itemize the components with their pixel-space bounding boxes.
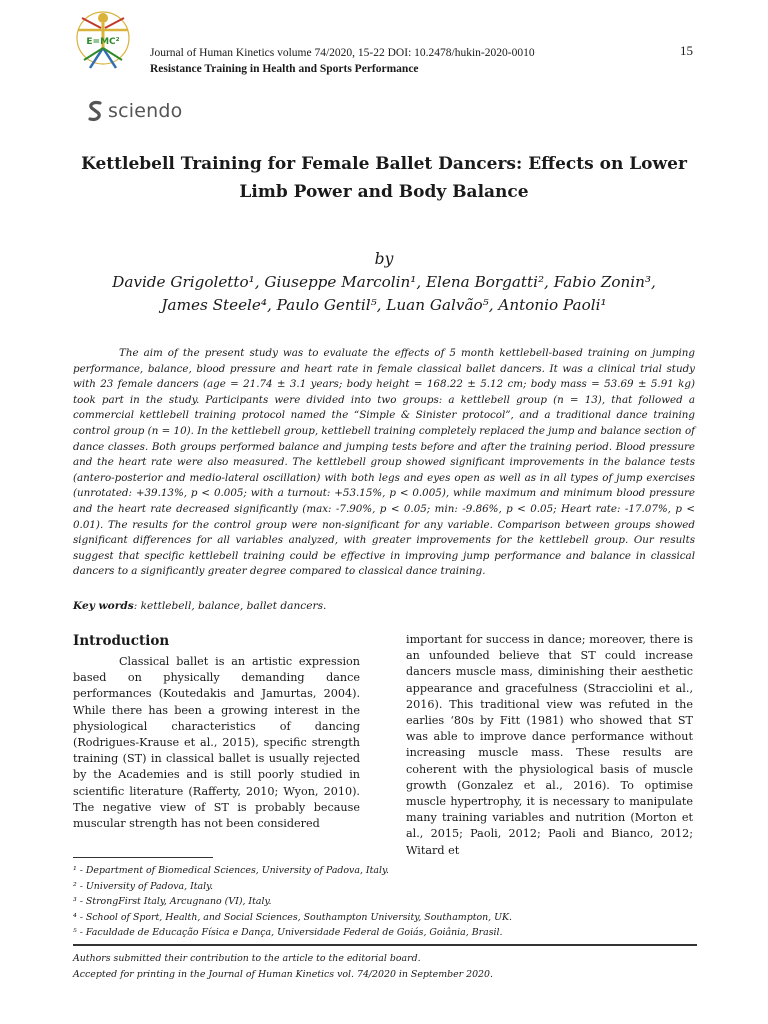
sciendo-mark-icon (86, 100, 104, 122)
journal-logo (68, 8, 138, 76)
keywords-label: Key words (73, 600, 134, 612)
footnote: ² - University of Padova, Italy. (73, 880, 214, 892)
editorial-notes (73, 951, 493, 983)
left-column-text: Classical ballet is an artistic expression based on physically demanding dance performances (Koutedakis and Jamurtas, 2004). While there has been a growing interest in the physiological characteristics of dancing (Rodrigues-Krause et al., 2015), specific strength training (ST) in classical ballet is usually rejected by the Academies and is still poorly studied in scientific literature (Rafferty, 2010; Wyon, 2010). The negative view of ST is probably because muscular strength has not been considered (73, 655, 360, 831)
keywords (73, 600, 326, 612)
by-line: by (374, 250, 394, 268)
footnote: ¹ - Department of Biomedical Sciences, University of Padova, Italy. (73, 865, 389, 876)
keywords-list: : kettlebell, balance, ballet dancers. (133, 600, 327, 612)
publisher-name: sciendo (108, 100, 183, 122)
right-column (406, 632, 693, 859)
footnote: ⁵ - Faculdade de Educação Física e Dança, Universidade Federal de Goiás, Goiânia, Brasil. (73, 927, 503, 938)
footnote: ³ - StrongFirst Italy, Arcugnano (VI), Italy. (73, 896, 272, 907)
abstract-text: The aim of the present study was to evaluate the effects of 5 month kettlebell-based training on jumping performance, balance, blood pressure and heart rate in female classical ballet dancers. It was a clinical trial study with 23 female dancers (age = 21.74 ± 3.1 years; body height = 168.22 ± 5.12 cm; body mass = 53.69 ± 5.91 kg) took part in the study. Participants were divided into two groups: a kettlebell group (n = 13), that followed a commercial kettlebell training protocol named the “Simple & Sinister protocol”, and a traditional dance training control group (n = 10). In the kettlebell group, kettlebell training completely replaced the jump and balance section of dance classes. Both groups performed balance and jumping tests before and after the training period. Blood pressure and the heart rate were also measured. The kettlebell group showed significant improvements in the balance tests (antero-posterior and medio-lateral oscillation) with both legs and eyes open as well as in all types of jump exercises (unrotated: +39.13%, p < 0.005; with a turnout: +53.15%, p < 0.005), while maximum and minimum blood pressure and the heart rate decreased significantly (max: -7.90%, p < 0.05; min: -9.86%, p < 0.05; Heart rate: -17.07%, p < 0.01). The results for the control group were non-significant for any variable. Comparison between groups showed significant differences for all variables analyzed, with greater improvements for the kettlebell group. Our results suggest that specific kettlebell training could be effective in improving jump performance and balance in classical dancers to a significantly greater degree compared to classical dance training. (73, 347, 695, 578)
journal-header (150, 45, 535, 77)
right-column-text: important for success in dance; moreover, there is an unfounded believe that ST could increase dancers muscle mass, diminishing their aesthetic appearance and gracefulness (Stracciolini et al., 2016). This traditional view was refuted in the earlies ‘80s by Fitt (1981) who showed that ST was able to improve dance performance without increasing muscle mass. These results are coherent with the physiological basis of muscle growth (Gonzalez et al., 2016). To optimise muscle hypertrophy, it is necessary to manipulate many training variables and nutrition (Morton et al., 2015; Paoli, 2012; Paoli and Bianco, 2012; Witard et (406, 633, 693, 857)
authors-line-1: Davide Grigoletto¹, Giuseppe Marcolin¹, Elena Borgatti², Fabio Zonin³, (112, 273, 656, 291)
editorial-note: Accepted for printing in the Journal of Human Kinetics vol. 74/2020 in September 2020. (73, 969, 493, 980)
affiliation-footnotes (73, 863, 512, 941)
authors-line-2: James Steele⁴, Paulo Gentil⁵, Luan Galvão⁵, Antonio Paoli¹ (161, 296, 607, 314)
author-list (60, 271, 708, 317)
footnote: ⁴ - School of Sport, Health, and Social Sciences, Southampton University, Southampton, UK. (73, 911, 512, 923)
publisher-logo (86, 100, 182, 122)
left-column (73, 632, 360, 832)
article-title: Kettlebell Training for Female Ballet Dancers: Effects on Lower Limb Power and Body Balance (81, 154, 687, 202)
footnote-divider (73, 857, 213, 858)
section-heading-introduction: Introduction (73, 633, 170, 649)
editorial-note: Authors submitted their contribution to the article to the editorial board. (73, 953, 421, 964)
abstract (73, 346, 695, 580)
journal-line: Journal of Human Kinetics volume 74/2020, 15-22 DOI: 10.2478/hukin-2020-0010 (150, 47, 535, 59)
logo-text: E=MC² (86, 37, 120, 47)
journal-section: Resistance Training in Health and Sports Performance (150, 63, 419, 75)
page-number: 15 (680, 43, 693, 58)
bottom-divider (73, 944, 697, 946)
